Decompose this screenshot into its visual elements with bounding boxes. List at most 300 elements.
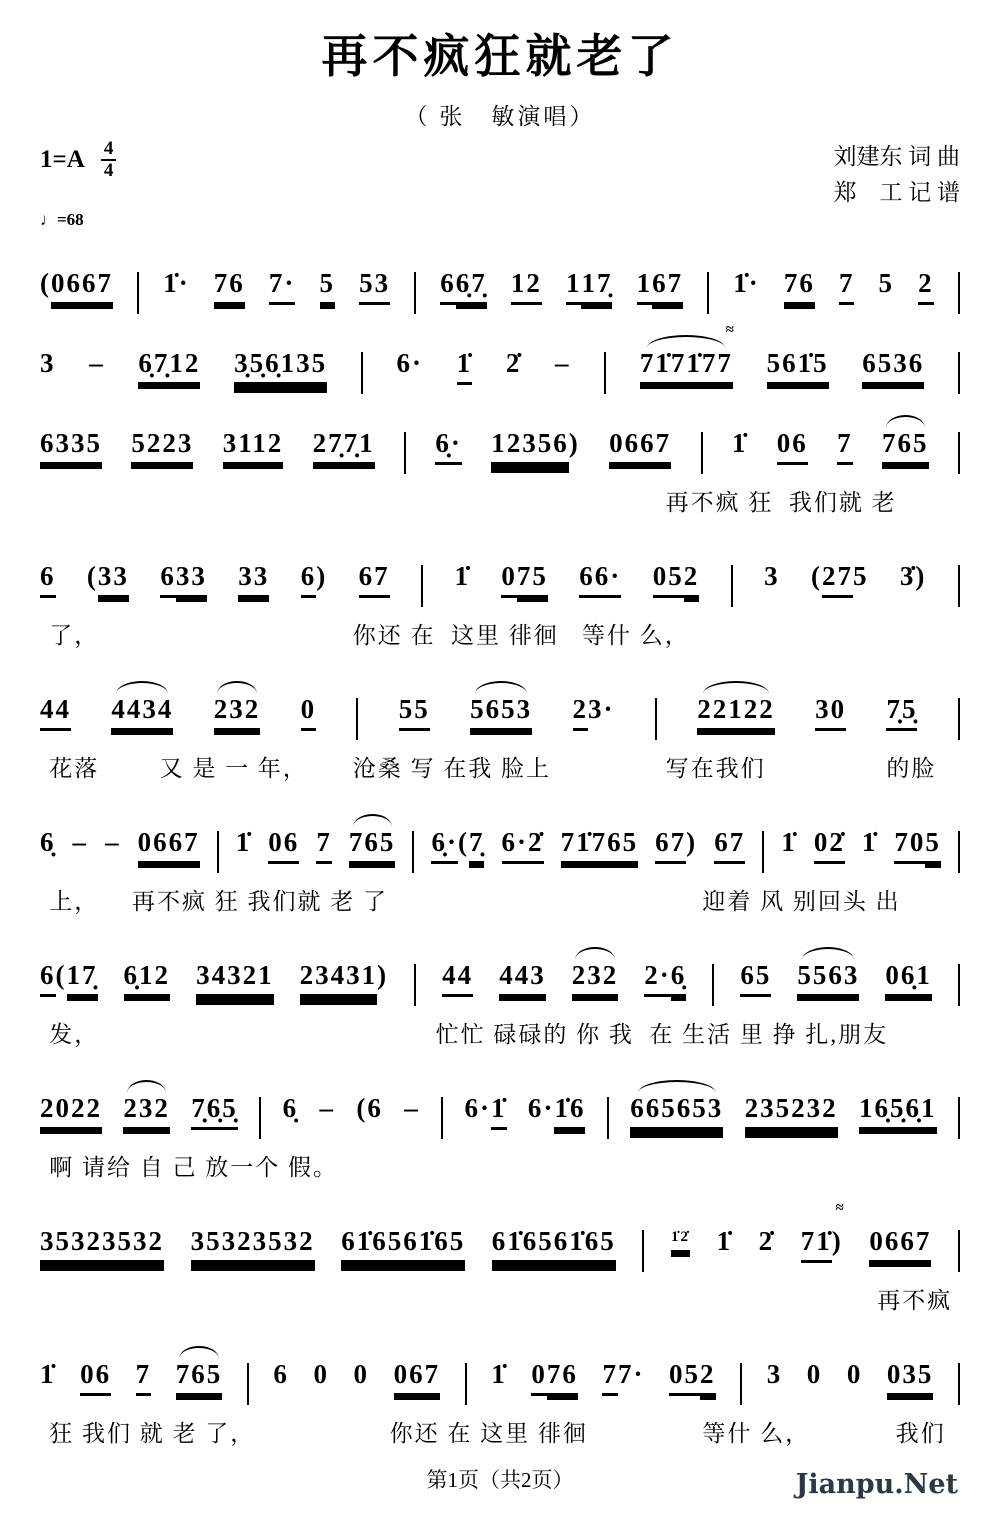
note-group xyxy=(354,1359,370,1396)
note-seg: 2 xyxy=(918,268,934,305)
lyrics-row xyxy=(40,744,960,789)
note-group xyxy=(767,348,829,385)
note-seg: 1̇ xyxy=(491,1093,507,1130)
note-seg: 6 xyxy=(273,1359,289,1390)
slur-arc xyxy=(116,681,168,694)
note-seg: 76 xyxy=(547,1359,578,1396)
note-seg: 44 xyxy=(442,960,473,997)
note-group xyxy=(440,268,487,305)
note-group xyxy=(301,561,328,598)
note-group xyxy=(839,268,855,305)
barline xyxy=(607,1097,609,1139)
note-group xyxy=(191,1093,238,1130)
note-seg: 443 xyxy=(499,960,546,997)
note-seg: 7· xyxy=(269,268,296,305)
note-group xyxy=(573,694,615,731)
note-seg: 067 xyxy=(394,1359,441,1396)
note-group xyxy=(320,268,336,305)
barline xyxy=(247,1363,249,1405)
trill-icon: ≈ xyxy=(725,322,733,339)
note-seg: ( xyxy=(55,960,67,991)
slur-arc xyxy=(703,681,768,694)
note-seg: 7̣ xyxy=(469,827,485,864)
note-group xyxy=(506,348,522,385)
note-group xyxy=(882,428,929,465)
note-seg: 06 xyxy=(80,1359,111,1396)
note-group xyxy=(214,694,261,731)
note-seg: ) xyxy=(831,1226,843,1257)
note-group xyxy=(918,268,934,305)
note-group xyxy=(394,1359,441,1396)
music-system xyxy=(40,414,960,523)
note-seg: 61̇6561̇65 xyxy=(341,1226,465,1263)
note-group xyxy=(869,1226,931,1263)
note-seg: 6· xyxy=(527,1093,555,1124)
note-seg: 7· xyxy=(617,1359,645,1390)
note-seg: 5653 xyxy=(470,694,532,731)
note-seg: 6̣ xyxy=(282,1093,299,1124)
note-group xyxy=(341,1226,465,1263)
note-seg: ( xyxy=(457,827,469,858)
note-group xyxy=(454,561,470,598)
note-seg: 765 xyxy=(176,1359,223,1396)
music-system xyxy=(40,1079,960,1188)
note-seg: – xyxy=(404,1093,420,1124)
note-seg: 232 xyxy=(572,960,619,997)
note-seg: 76 xyxy=(784,268,815,305)
note-seg: 6̣ xyxy=(671,960,687,997)
barline xyxy=(958,1230,960,1272)
note-group xyxy=(714,827,745,864)
note-seg: 35323532 xyxy=(191,1226,315,1263)
note-group xyxy=(491,428,580,465)
lyric-chunk: 发， xyxy=(49,1022,100,1048)
note-group xyxy=(697,694,775,731)
note-seg: 67 xyxy=(655,827,686,864)
note-seg: 7 xyxy=(839,268,855,305)
note-group xyxy=(502,827,544,864)
barline xyxy=(259,1097,261,1139)
note-seg: 0 xyxy=(301,694,317,731)
note-group xyxy=(602,1359,644,1396)
note-group xyxy=(859,1093,937,1130)
note-seg: 2· xyxy=(644,960,671,997)
note-seg: 6536 xyxy=(862,348,924,385)
note-group xyxy=(269,268,296,305)
note-seg: 7 xyxy=(837,428,853,465)
slur-arc xyxy=(575,947,614,960)
note-seg: 6 xyxy=(301,561,317,598)
note-seg: 55 xyxy=(399,694,430,731)
note-seg: ( xyxy=(40,268,51,299)
note-seg: 561̇5 xyxy=(767,348,829,385)
note-seg: 232 xyxy=(123,1093,170,1130)
note-seg: 3̇ xyxy=(899,561,916,592)
note-group xyxy=(316,827,332,864)
note-group xyxy=(273,1359,289,1396)
credit-transcriber: 郑 工 记 谱 xyxy=(833,179,960,205)
note-group xyxy=(111,694,173,731)
note-seg: 1̇ xyxy=(731,428,748,459)
note-seg: 6̣· xyxy=(431,827,458,864)
note-seg: 6· xyxy=(396,348,423,379)
note-group xyxy=(236,827,252,864)
barline xyxy=(958,698,960,740)
note-seg: 0 xyxy=(501,561,517,598)
slur-arc xyxy=(886,415,925,428)
note-seg: – xyxy=(555,348,571,379)
lyric-chunk: 再不疯 xyxy=(877,1288,953,1314)
barline xyxy=(958,352,960,394)
note-group xyxy=(40,1226,164,1263)
note-group xyxy=(435,428,462,465)
note-seg: 232 xyxy=(214,694,261,731)
note-group xyxy=(40,960,98,997)
note-seg: – xyxy=(89,348,105,379)
note-group xyxy=(781,827,797,864)
note-group xyxy=(399,694,430,731)
music-system xyxy=(40,946,960,1055)
slur-arc xyxy=(179,1346,218,1359)
lyrics-row xyxy=(40,1276,960,1321)
note-seg: 235232 xyxy=(745,1093,838,1130)
note-seg: 6̣· xyxy=(435,428,462,465)
note-group xyxy=(767,1359,783,1396)
barline xyxy=(958,1363,960,1405)
score xyxy=(40,254,960,1454)
barline xyxy=(958,432,960,474)
note-seg: 1̇· xyxy=(163,268,190,299)
note-group xyxy=(105,827,121,864)
note-seg: 35323532 xyxy=(40,1226,164,1263)
note-group xyxy=(40,268,113,305)
slur-arc xyxy=(638,1080,716,1093)
note-seg: 5 xyxy=(878,268,895,299)
note-group xyxy=(138,827,200,864)
music-system xyxy=(40,254,960,310)
note-seg: 2̇ xyxy=(758,1226,775,1257)
note-group xyxy=(138,348,200,385)
barline xyxy=(465,1363,467,1405)
note-seg: 2̇ xyxy=(505,348,522,379)
note-group xyxy=(457,348,473,385)
note-group xyxy=(555,348,571,385)
barline xyxy=(414,964,416,1006)
note-seg: 6· xyxy=(464,1093,492,1124)
notes-row xyxy=(40,414,960,470)
note-seg: ) xyxy=(316,561,328,592)
lyrics-row xyxy=(40,478,960,523)
note-group xyxy=(359,561,390,598)
note-group xyxy=(442,960,473,997)
lyric-chunk: 再不疯 狂 我们就 老 了 xyxy=(132,889,388,915)
lyric-chunk: 啊 请给 自 己 放一个 假。 xyxy=(49,1155,338,1181)
barline xyxy=(707,272,709,314)
note-seg: 1̇ xyxy=(454,561,470,592)
note-seg: 6 xyxy=(367,1093,383,1124)
note-seg: 3· xyxy=(588,694,615,725)
note-group xyxy=(349,827,396,864)
note-group xyxy=(815,694,846,731)
note-seg: 16̣5̣6̣1 xyxy=(859,1093,937,1130)
note-seg: 61̇6561̇65 xyxy=(492,1226,616,1263)
key-signature xyxy=(40,139,116,181)
barline xyxy=(712,964,714,1006)
note-seg: 17̣ xyxy=(581,268,612,305)
note-seg: 665653 xyxy=(630,1093,723,1130)
note-group xyxy=(191,1226,315,1263)
note-group xyxy=(862,827,878,864)
lyric-chunk: 又 是 一 年， xyxy=(159,756,308,782)
note-group xyxy=(887,1359,934,1396)
note-group xyxy=(491,1359,507,1396)
note-seg: 1̇2̇ xyxy=(671,1229,690,1252)
note-group xyxy=(87,561,129,598)
slur-arc xyxy=(127,1080,166,1093)
music-system xyxy=(40,322,960,390)
note-group xyxy=(89,348,105,385)
lyric-chunk: 忙忙 碌碌的 你 我 在 生活 里 挣 扎,朋友 xyxy=(435,1022,889,1048)
barline xyxy=(731,565,733,607)
note-seg: 6̣ xyxy=(40,827,56,858)
note-group xyxy=(777,428,808,465)
note-group xyxy=(655,827,697,864)
note-group xyxy=(196,960,274,997)
note-seg: 035 xyxy=(887,1359,934,1396)
music-system xyxy=(40,1200,960,1321)
notes-row xyxy=(40,680,960,736)
note-group xyxy=(653,561,700,598)
lyric-chunk: 等什 么， xyxy=(702,1421,811,1447)
note-group xyxy=(40,428,102,465)
note-seg: 0 xyxy=(846,1359,863,1390)
meter-denominator: 4 xyxy=(103,159,114,181)
note-seg: 1̇ xyxy=(457,348,473,385)
note-seg: 765 xyxy=(349,827,396,864)
note-seg: 5223 xyxy=(131,428,193,465)
barline xyxy=(361,352,363,394)
note-seg: – xyxy=(319,1093,335,1124)
note-seg: 5563 xyxy=(797,960,859,997)
note-seg: ( xyxy=(356,1093,368,1124)
note-seg: 70 xyxy=(894,827,925,864)
note-group xyxy=(319,1093,335,1130)
note-group xyxy=(885,960,932,997)
barline xyxy=(958,1097,960,1139)
note-seg: 7 xyxy=(602,1359,618,1396)
note-group xyxy=(644,960,686,997)
note-group xyxy=(784,268,815,305)
slur-arc xyxy=(802,947,854,960)
note-group xyxy=(431,827,484,864)
lyrics-row xyxy=(40,1409,960,1454)
note-seg: 27̣7̣1 xyxy=(313,428,375,465)
note-group xyxy=(238,561,269,598)
note-seg: 0667 xyxy=(869,1226,931,1263)
note-group xyxy=(268,827,299,864)
notes-row xyxy=(40,1345,960,1401)
note-seg: 33 xyxy=(238,561,269,598)
note-group xyxy=(131,428,193,465)
tempo-marking: ♩=68 xyxy=(40,210,84,230)
note-group xyxy=(894,827,941,864)
note-seg: 71̇765 xyxy=(561,827,639,864)
note-group xyxy=(300,960,389,997)
lyrics-row xyxy=(40,1010,960,1055)
lyric-chunk: 写在我们 xyxy=(665,756,766,782)
note-seg: 3 xyxy=(40,348,56,379)
note-seg: 0667 xyxy=(51,268,113,305)
note-group xyxy=(669,1359,716,1396)
note-group xyxy=(124,960,171,997)
note-seg: 1̇6 xyxy=(554,1093,585,1130)
note-group xyxy=(811,561,869,598)
meter-numerator: 4 xyxy=(101,139,117,161)
note-group xyxy=(847,1359,863,1396)
note-seg: 2 xyxy=(573,694,589,731)
key-and-credits-row xyxy=(40,139,960,210)
note-group xyxy=(359,268,390,305)
note-seg: 7̣5̣ xyxy=(886,694,917,731)
note-seg: 53 xyxy=(359,268,390,305)
notes-row xyxy=(40,254,960,310)
note-seg: 1̇ xyxy=(235,827,252,858)
note-seg: 0 xyxy=(806,1359,823,1390)
note-seg: 30 xyxy=(815,694,846,731)
note-seg: 3112 xyxy=(223,428,284,465)
grace-note-group xyxy=(671,1217,690,1252)
barline xyxy=(958,831,960,873)
slur-arc xyxy=(647,335,725,348)
note-seg: 0667 xyxy=(138,827,200,864)
note-seg: 1̇ xyxy=(491,1359,507,1390)
note-seg: 67 xyxy=(652,268,683,305)
note-seg: 06̣1 xyxy=(885,960,932,997)
lyric-chunk: 我们 xyxy=(895,1421,946,1447)
note-group xyxy=(807,1359,823,1396)
note-seg: 6 xyxy=(160,561,176,598)
note-group xyxy=(499,960,546,997)
page-footer xyxy=(0,1464,1000,1500)
note-group xyxy=(759,1226,775,1263)
note-seg: 17̣ xyxy=(67,960,98,997)
note-group xyxy=(214,268,245,305)
note-seg: ) xyxy=(686,827,698,858)
note-seg: 6· xyxy=(502,827,529,864)
note-group xyxy=(40,694,71,731)
note-seg: 75 xyxy=(517,561,548,598)
note-group xyxy=(528,1093,586,1130)
note-seg: 33 xyxy=(176,561,207,598)
note-group xyxy=(566,268,613,305)
lyric-chunk: 了， xyxy=(49,623,100,649)
note-seg: 27 xyxy=(822,561,853,598)
note-group xyxy=(879,268,895,305)
note-seg: 6̣7̣12 xyxy=(138,348,200,385)
note-seg: 1 xyxy=(566,268,582,305)
note-group xyxy=(313,1359,329,1396)
note-seg: 6 xyxy=(40,561,56,598)
note-group xyxy=(176,1359,223,1396)
barline xyxy=(701,432,703,474)
note-seg: 22122 xyxy=(697,694,775,731)
slur-arc xyxy=(353,814,392,827)
note-seg: 5 xyxy=(925,827,941,864)
note-seg: 2022 xyxy=(40,1093,102,1130)
note-seg: 1 xyxy=(637,268,653,305)
note-seg: 7 xyxy=(316,827,332,864)
note-seg: 3̣5̣6̣135 xyxy=(234,348,327,385)
note-group xyxy=(356,1093,383,1130)
note-seg: 12 xyxy=(511,268,542,305)
note-group xyxy=(609,428,671,465)
note-group xyxy=(223,428,284,465)
note-group xyxy=(531,1359,578,1396)
note-seg: 05 xyxy=(653,561,684,598)
note-seg: 12356 xyxy=(491,428,569,465)
note-seg: 6̣7̣ xyxy=(456,268,487,305)
note-group xyxy=(900,561,927,598)
lyric-chunk: 你还 在 这里 徘徊 等什 么， xyxy=(352,623,690,649)
note-seg: 5 xyxy=(853,561,869,592)
note-seg: 1̇ xyxy=(716,1226,733,1257)
note-group xyxy=(501,561,548,598)
credits xyxy=(834,139,961,210)
note-seg: 765 xyxy=(882,428,929,465)
note-group xyxy=(163,268,190,305)
performer-subtitle: （ 张 敏演唱） xyxy=(404,104,596,129)
page-number: 第1页（共2页） xyxy=(426,1468,574,1492)
note-seg: 33 xyxy=(98,561,129,598)
note-seg: 0 xyxy=(531,1359,547,1396)
note-group xyxy=(814,827,845,864)
note-seg: 4434 xyxy=(111,694,173,731)
note-group xyxy=(465,1093,507,1130)
note-seg: 66· xyxy=(579,561,621,598)
note-group xyxy=(732,428,748,465)
note-group xyxy=(40,1093,102,1130)
note-seg: 65 xyxy=(740,960,771,997)
note-seg: ( xyxy=(86,561,98,592)
note-group xyxy=(837,428,853,465)
music-system xyxy=(40,547,960,656)
note-group xyxy=(745,1093,838,1130)
barline xyxy=(762,831,764,873)
note-group xyxy=(800,1200,843,1263)
note-seg: 44 xyxy=(40,694,71,731)
note-seg: 3 xyxy=(764,561,780,592)
note-group xyxy=(764,561,780,598)
note-seg: – xyxy=(72,827,89,858)
note-seg: 1̇· xyxy=(733,268,760,299)
note-seg: 2̇ xyxy=(528,827,544,864)
note-seg: 0667 xyxy=(609,428,671,465)
note-seg: 76 xyxy=(214,268,245,305)
notes-row xyxy=(40,1079,960,1135)
note-seg: ) xyxy=(915,561,927,592)
note-seg: 6̣12 xyxy=(124,960,171,997)
barline xyxy=(740,1363,742,1405)
lyric-chunk: 花落 xyxy=(49,756,100,782)
barline xyxy=(642,1230,644,1272)
note-seg: 71̇ xyxy=(801,1226,832,1263)
key-label: 1=A xyxy=(40,145,85,173)
barline xyxy=(137,272,139,314)
notes-row xyxy=(40,547,960,603)
barline xyxy=(958,964,960,1006)
barline xyxy=(412,831,414,873)
note-group xyxy=(301,694,317,731)
